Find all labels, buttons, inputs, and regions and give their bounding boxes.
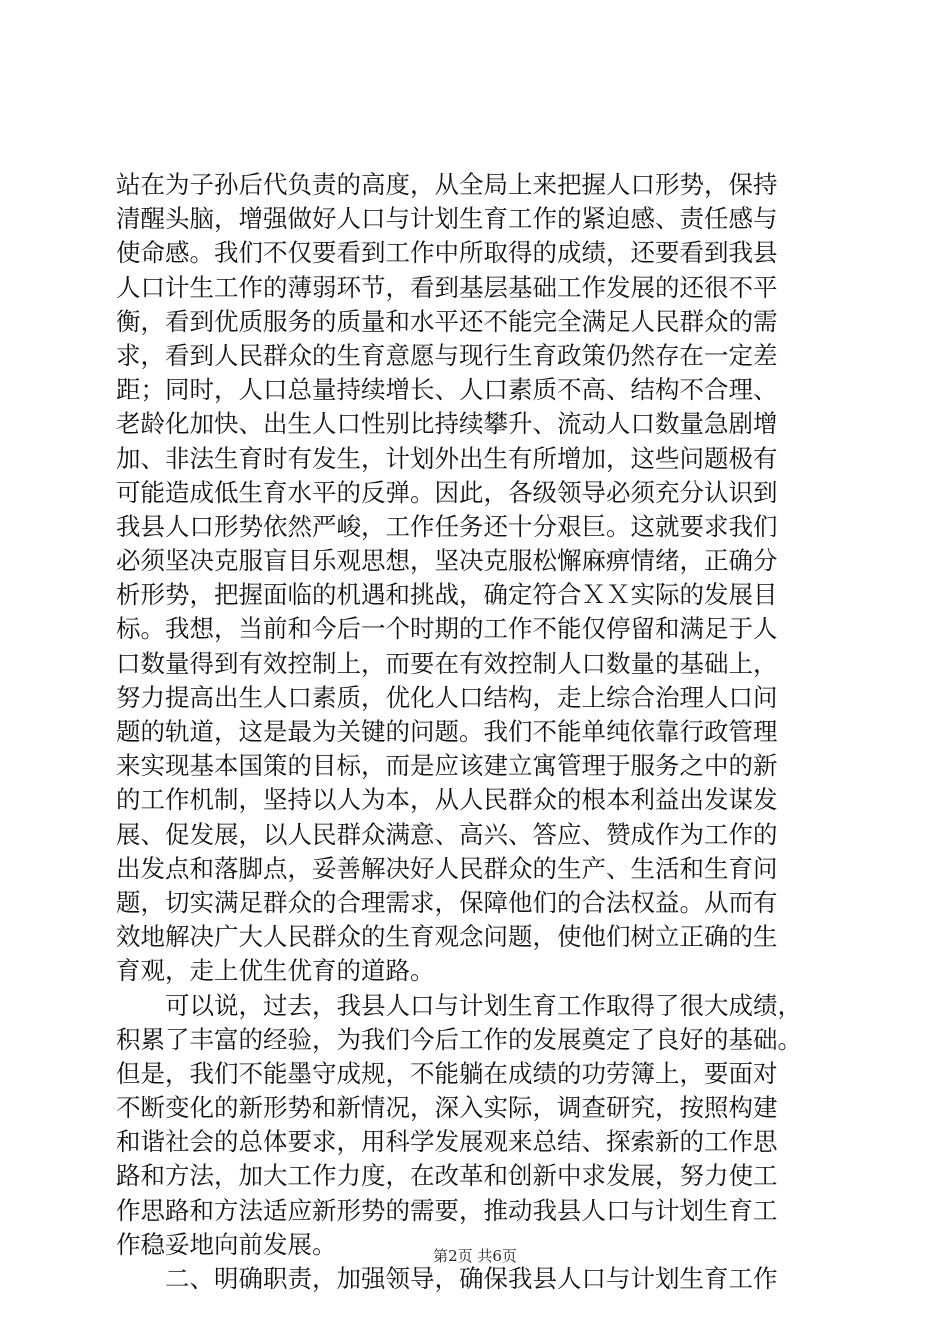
- text-line: 展、促发展，以人民群众满意、高兴、答应、赞成作为工作的: [116, 819, 778, 849]
- text-line: 标。我想，当前和今后一个时期的工作不能仅停留和满足于人: [116, 614, 778, 644]
- text-line: 育观，走上优生优育的道路。: [116, 956, 435, 986]
- text-line: 求，看到人民群众的生育意愿与现行生育政策仍然存在一定差: [116, 340, 778, 370]
- text-line: 衡，看到优质服务的质量和水平还不能完全满足人民群众的需: [116, 306, 778, 336]
- text-line: 必须坚决克服盲目乐观思想，坚决克服松懈麻痹情绪，正确分: [116, 546, 778, 576]
- text-line: 来实现基本国策的目标，而是应该建立寓管理于服务之中的新: [116, 751, 778, 781]
- text-line: 效地解决广大人民群众的生育观念问题，使他们树立正确的生: [116, 922, 778, 952]
- page-footer: 第2页 共6页: [433, 1247, 517, 1265]
- text-line: 析形势，把握面临的机遇和挑战，确定符合ＸＸ实际的发展目: [116, 580, 778, 610]
- text-line: 作思路和方法适应新形势的需要，推动我县人口与计划生育工: [116, 1195, 778, 1225]
- text-line: 积累了丰富的经验，为我们今后工作的发展奠定了良好的基础。: [116, 1024, 802, 1054]
- text-line: 题，切实满足群众的合理需求，保障他们的合法权益。从而有: [116, 887, 778, 917]
- text-line: 出发点和落脚点，妥善解决好人民群众的生产、生活和生育问: [116, 853, 778, 883]
- text-line: 距；同时，人口总量持续增长、人口素质不高、结构不合理、: [116, 375, 778, 405]
- text-line: 人口计生工作的薄弱环节，看到基层基础工作发展的还很不平: [116, 272, 778, 302]
- text-line: 二、明确职责，加强领导，确保我县人口与计划生育工作: [116, 1264, 778, 1293]
- body-text: [116, 168, 836, 1296]
- text-line: 但是，我们不能墨守成规，不能躺在成绩的功劳簿上，要面对: [116, 1058, 778, 1088]
- text-line: 作稳妥地向前发展。: [116, 1229, 337, 1259]
- text-line: 不断变化的新形势和新情况，深入实际，调查研究，按照构建: [116, 1093, 778, 1123]
- text-line: 努力提高出生人口素质，优化人口结构，走上综合治理人口问: [116, 682, 778, 712]
- text-line: 和谐社会的总体要求，用科学发展观来总结、探索新的工作思: [116, 1127, 778, 1157]
- text-line: 口数量得到有效控制上，而要在有效控制人口数量的基础上，: [116, 648, 778, 678]
- text-line: 可能造成低生育水平的反弹。因此，各级领导必须充分认识到: [116, 477, 778, 507]
- text-line: 清醒头脑，增强做好人口与计划生育工作的紧迫感、责任感与: [116, 204, 778, 234]
- text-line: 加、非法生育时有发生，计划外出生有所增加，这些问题极有: [116, 443, 778, 473]
- text-line: 可以说，过去，我县人口与计划生育工作取得了很大成绩，: [116, 990, 802, 1020]
- text-line: 路和方法，加大工作力度，在改革和创新中求发展，努力使工: [116, 1161, 778, 1191]
- text-line: 我县人口形势依然严峻，工作任务还十分艰巨。这就要求我们: [116, 511, 778, 541]
- text-line: 题的轨道，这是最为关键的问题。我们不能单纯依靠行政管理: [116, 717, 778, 746]
- text-line: 使命感。我们不仅要看到工作中所取得的成绩，还要看到我县: [116, 238, 778, 268]
- text-line: 的工作机制，坚持以人为本，从人民群众的根本利益出发谋发: [116, 785, 778, 815]
- text-line: 站在为子孙后代负责的高度，从全局上来把握人口形势，保持: [116, 170, 778, 199]
- text-line: 老龄化加快、出生人口性别比持续攀升、流动人口数量急剧增: [116, 409, 778, 439]
